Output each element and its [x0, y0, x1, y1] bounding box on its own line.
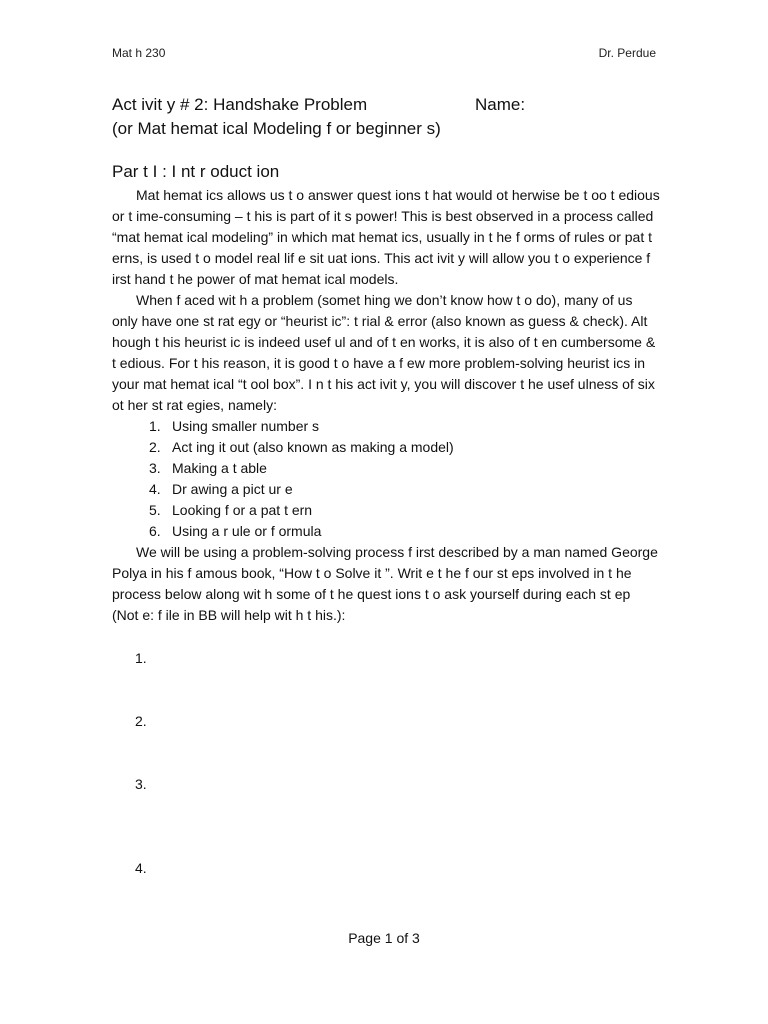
polya-step-2: 2.	[135, 713, 147, 729]
polya-step-3: 3.	[135, 776, 147, 792]
list-item-text: Making a t able	[172, 460, 267, 476]
list-item-number: 6.	[149, 523, 161, 539]
list-item-text: Dr awing a pict ur e	[172, 481, 293, 497]
polya-step-4: 4.	[135, 860, 147, 876]
list-item	[112, 458, 660, 479]
activity-title-block	[112, 93, 672, 141]
activity-title-line	[112, 93, 672, 117]
polya-step-1: 1.	[135, 650, 147, 666]
part1-body	[112, 185, 660, 626]
list-item-number: 3.	[149, 460, 161, 476]
intro-paragraph-2: When f aced wit h a problem (somet hing we don’t know how t o do), many of us only have one st rat egy or “heurist ic”: t rial & error (also known as guess & check). Alt hough t his heurist ic is indeed usef ul and of t en works, it is also of t en cumbersome & t edious. For t his reason, it is good t o have a f ew more problem-solving heurist ics in your mat hemat ical “t ool box”. I n t his act ivit y, you will discover t he usef ulness of six ot her st rat egies, namely:	[112, 292, 656, 413]
list-item-number: 5.	[149, 502, 161, 518]
list-item-text: Using a r ule or f ormula	[172, 523, 322, 539]
list-item-text: Act ing it out (also known as making a model)	[172, 439, 454, 455]
list-item	[112, 521, 660, 542]
list-item-text: Looking f or a pat t ern	[172, 502, 313, 518]
list-item	[112, 416, 660, 437]
intro-paragraph-1: Mat hemat ics allows us t o answer quest ions t hat would ot herwise be t oo t edious or t ime-consuming – t his is part of it s power! This is best observed in a process called “mat hemat ical modeling” in which mat hemat ics, usually in t he f orms of rules or pat t erns, is used t o model real lif e sit uat ions. This act ivit y will allow you t o experience f irst hand t he power of mat hemat ical models.	[112, 187, 660, 287]
page-number: Page 1 of 3	[348, 930, 420, 946]
strategy-list	[112, 416, 660, 542]
name-label: Name:	[475, 95, 526, 114]
activity-subtitle: (or Mat hemat ical Modeling f or beginner s)	[112, 119, 441, 138]
list-item	[112, 479, 660, 500]
activity-title: Act ivit y # 2: Handshake Problem	[112, 95, 368, 114]
instructor-header: Dr. Perdue	[598, 46, 656, 60]
list-item-number: 2.	[149, 439, 161, 455]
part1-heading: Par t I : I nt r oduct ion	[112, 162, 280, 181]
intro-paragraph-3: We will be using a problem-solving process f irst described by a man named George Polya in his f amous book, “How t o Solve it ”. Writ e t he f our st eps involved in t he process below along wit h some of t he quest ions t o ask yourself during each st ep (Not e: f ile in BB will help wit h t his.):	[112, 544, 658, 623]
course-header: Mat h 230	[112, 46, 166, 60]
list-item	[112, 500, 660, 521]
list-item-number: 4.	[149, 481, 161, 497]
list-item-text: Using smaller number s	[172, 418, 320, 434]
list-item	[112, 437, 660, 458]
list-item-number: 1.	[149, 418, 161, 434]
